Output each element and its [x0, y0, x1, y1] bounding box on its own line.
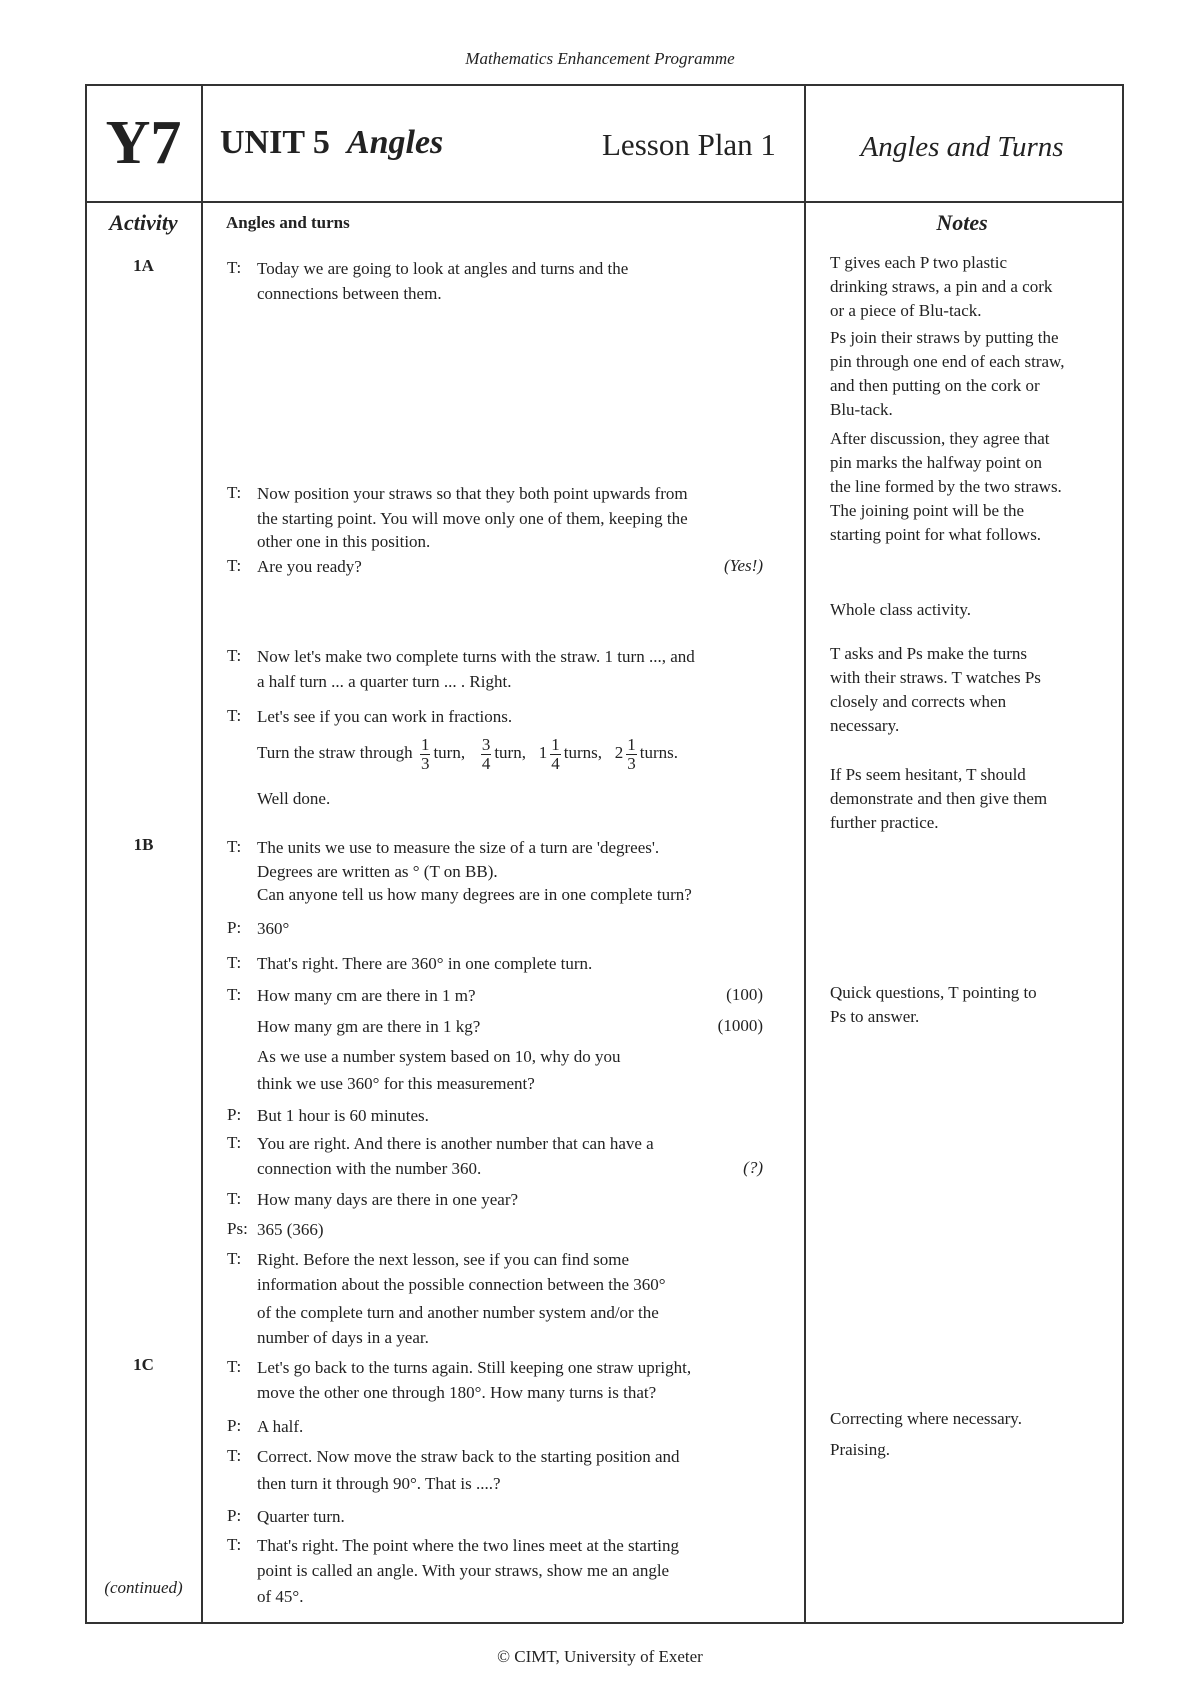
fraction [481, 736, 492, 773]
dialogue-speaker: T: [227, 706, 242, 725]
dialogue-line: Are you ready? [257, 557, 362, 576]
note-line: pin marks the halfway point on [830, 453, 1042, 472]
dialogue-line: But 1 hour is 60 minutes. [257, 1106, 429, 1125]
dialogue-line: Correct. Now move the straw back to the starting position and [257, 1447, 680, 1466]
dialogue-line: Degrees are written as ° (T on BB). [257, 862, 498, 881]
note-line: Praising. [830, 1440, 890, 1459]
dialogue-line: number of days in a year. [257, 1328, 429, 1347]
dialogue-speaker: P: [227, 1506, 242, 1525]
answer-value: (100) [726, 985, 763, 1004]
note-line: demonstrate and then give them [830, 789, 1048, 808]
pupil-response: (?) [743, 1158, 763, 1177]
note-line: The joining point will be the [830, 501, 1025, 520]
dialogue-speaker: P: [227, 1105, 242, 1124]
dialogue-line: How many cm are there in 1 m? [257, 986, 476, 1005]
note-line: Ps join their straws by putting the [830, 328, 1059, 347]
dialogue-line: the starting point. You will move only one of them, keeping the [257, 509, 688, 528]
dialogue-speaker: T: [227, 1249, 242, 1268]
dialogue-line: connections between them. [257, 284, 442, 303]
fraction-suffix: turns, [563, 743, 602, 762]
fraction-denominator: 4 [551, 753, 560, 773]
dialogue-line: information about the possible connection between the 360° [257, 1275, 666, 1294]
activity-1c-label: 1C [133, 1355, 154, 1374]
dialogue-speaker: T: [227, 1357, 242, 1376]
note-line: further practice. [830, 813, 939, 832]
unit-number: UNIT 5 [220, 124, 330, 161]
dialogue-line: A half. [257, 1417, 304, 1436]
fraction-suffix: turns. [639, 743, 678, 762]
fraction [550, 736, 561, 773]
programme-header: Mathematics Enhancement Programme [465, 49, 735, 68]
note-line: closely and corrects when [830, 692, 1007, 711]
dialogue-speaker: P: [227, 918, 242, 937]
dialogue-speaker: T: [227, 1446, 242, 1465]
dialogue-line: Now let's make two complete turns with the straw. 1 turn ..., and [257, 647, 695, 666]
continued-label: (continued) [104, 1578, 183, 1597]
dialogue-line: That's right. There are 360° in one complete turn. [257, 954, 593, 973]
note-block [830, 981, 1115, 1029]
answer-value: (1000) [717, 1016, 763, 1035]
main-column-heading: Angles and turns [226, 213, 350, 232]
dialogue-speaker: P: [227, 1416, 242, 1435]
dialogue-line: Quarter turn. [257, 1507, 345, 1526]
fraction-denominator: 3 [627, 753, 636, 773]
notes-column-heading: Notes [936, 210, 988, 235]
dialogue-speaker: T: [227, 483, 242, 502]
note-line: necessary. [830, 716, 900, 735]
dialogue-line: point is called an angle. With your straws, show me an angle [257, 1561, 670, 1580]
column-divider-2 [804, 84, 806, 1623]
note-line: the line formed by the two straws. [830, 477, 1062, 496]
dialogue-speaker: T: [227, 837, 242, 856]
activity-column-heading: Activity [109, 210, 178, 235]
dialogue-line: How many gm are there in 1 kg? [257, 1017, 481, 1036]
note-line: T asks and Ps make the turns [830, 644, 1028, 663]
fraction-suffix: turn, [433, 743, 466, 762]
dialogue-speaker: T: [227, 556, 242, 575]
note-block [830, 598, 1115, 622]
dialogue-line: As we use a number system based on 10, why do you [257, 1047, 621, 1066]
dialogue-speaker: T: [227, 258, 242, 277]
fraction-numerator: 1 [551, 734, 560, 754]
dialogue-line: That's right. The point where the two lines meet at the starting [257, 1536, 679, 1555]
table-border-right [1122, 84, 1124, 1623]
dialogue-line: 360° [257, 919, 290, 938]
note-block [830, 326, 1115, 422]
dialogue-line: Right. Before the next lesson, see if you can find some [257, 1250, 630, 1269]
column-divider-1 [201, 84, 203, 1623]
dialogue-speaker: T: [227, 1133, 242, 1152]
dialogue-line: How many days are there in one year? [257, 1190, 519, 1209]
dialogue-speaker: T: [227, 953, 242, 972]
dialogue-line: of the complete turn and another number system and/or the [257, 1303, 659, 1322]
dialogue-line: Well done. [257, 789, 331, 808]
dialogue-line: 365 (366) [257, 1220, 324, 1239]
note-line: starting point for what follows. [830, 525, 1042, 544]
note-line: drinking straws, a pin and a cork [830, 277, 1053, 296]
dialogue-line: The units we use to measure the size of a turn are 'degrees'. [257, 838, 660, 857]
note-line: After discussion, they agree that [830, 429, 1050, 448]
note-line: Whole class activity. [830, 600, 971, 619]
dialogue-speaker: Ps: [227, 1219, 248, 1238]
dialogue-line: of 45°. [257, 1587, 304, 1606]
note-line: If Ps seem hesitant, T should [830, 765, 1026, 784]
dialogue-speaker: T: [227, 1535, 242, 1554]
fraction-denominator: 4 [481, 753, 491, 773]
copyright-footer: © CIMT, University of Exeter [497, 1647, 703, 1666]
note-line: Ps to answer. [830, 1007, 920, 1026]
dialogue-line: other one in this position. [257, 532, 431, 551]
mixed-whole: 1 [538, 743, 548, 762]
note-line: Quick questions, T pointing to [830, 983, 1037, 1002]
table-border-bottom [85, 1622, 1123, 1624]
dialogue-line: Let's see if you can work in fractions. [257, 707, 513, 726]
activity-1b-label: 1B [133, 835, 154, 854]
fraction-numerator: 1 [627, 734, 636, 754]
dialogue-line: Today we are going to look at angles and turns and the [257, 259, 629, 278]
turn-prefix: Turn the straw through [257, 743, 413, 762]
dialogue-speaker: T: [227, 985, 242, 1004]
dialogue-line: Can anyone tell us how many degrees are in one complete turn? [257, 885, 692, 904]
note-block [830, 1438, 1115, 1462]
note-line: Blu-tack. [830, 400, 893, 419]
note-line: and then putting on the cork or [830, 376, 1040, 395]
year-label: Y7 [105, 109, 182, 177]
fraction-numerator: 1 [420, 734, 430, 754]
note-line: with their straws. T watches Ps [830, 668, 1041, 687]
activity-1a-label: 1A [133, 256, 154, 275]
fraction-denominator: 3 [420, 753, 430, 773]
title-row-divider [85, 201, 1123, 203]
dialogue-speaker: T: [227, 646, 242, 665]
fraction [626, 736, 637, 773]
note-line: T gives each P two plastic [830, 253, 1008, 272]
dialogue-line: Now position your straws so that they both point upwards from [257, 484, 688, 503]
mixed-whole: 2 [614, 743, 624, 762]
dialogue-line: Let's go back to the turns again. Still keeping one straw upright, [257, 1358, 692, 1377]
fraction-numerator: 3 [481, 734, 491, 754]
table-border-top [85, 84, 1123, 86]
note-block [830, 763, 1115, 835]
fraction-suffix: turn, [494, 743, 526, 762]
dialogue-speaker: T: [227, 1189, 242, 1208]
page-title: Angles and Turns [860, 131, 1064, 163]
dialogue-line: You are right. And there is another number that can have a [257, 1134, 654, 1153]
note-block [830, 251, 1115, 323]
pupil-response: (Yes!) [723, 556, 763, 575]
unit-topic: Angles [346, 124, 444, 161]
note-line: Correcting where necessary. [830, 1409, 1022, 1428]
note-line: or a piece of Blu-tack. [830, 301, 982, 320]
dialogue-line: then turn it through 90°. That is ....? [257, 1474, 501, 1493]
unit-title [220, 123, 443, 163]
dialogue-line: a half turn ... a quarter turn ... . Right. [257, 672, 512, 691]
dialogue-line: move the other one through 180°. How many turns is that? [257, 1383, 657, 1402]
fraction-turns-line [257, 733, 678, 773]
note-block [830, 642, 1115, 738]
note-line: pin through one end of each straw, [830, 352, 1065, 371]
lesson-plan-label: Lesson Plan 1 [602, 127, 776, 162]
dialogue-line: connection with the number 360. [257, 1159, 482, 1178]
note-block [830, 1407, 1115, 1431]
dialogue-line: think we use 360° for this measurement? [257, 1074, 535, 1093]
note-block [830, 427, 1115, 547]
fraction [420, 736, 431, 773]
